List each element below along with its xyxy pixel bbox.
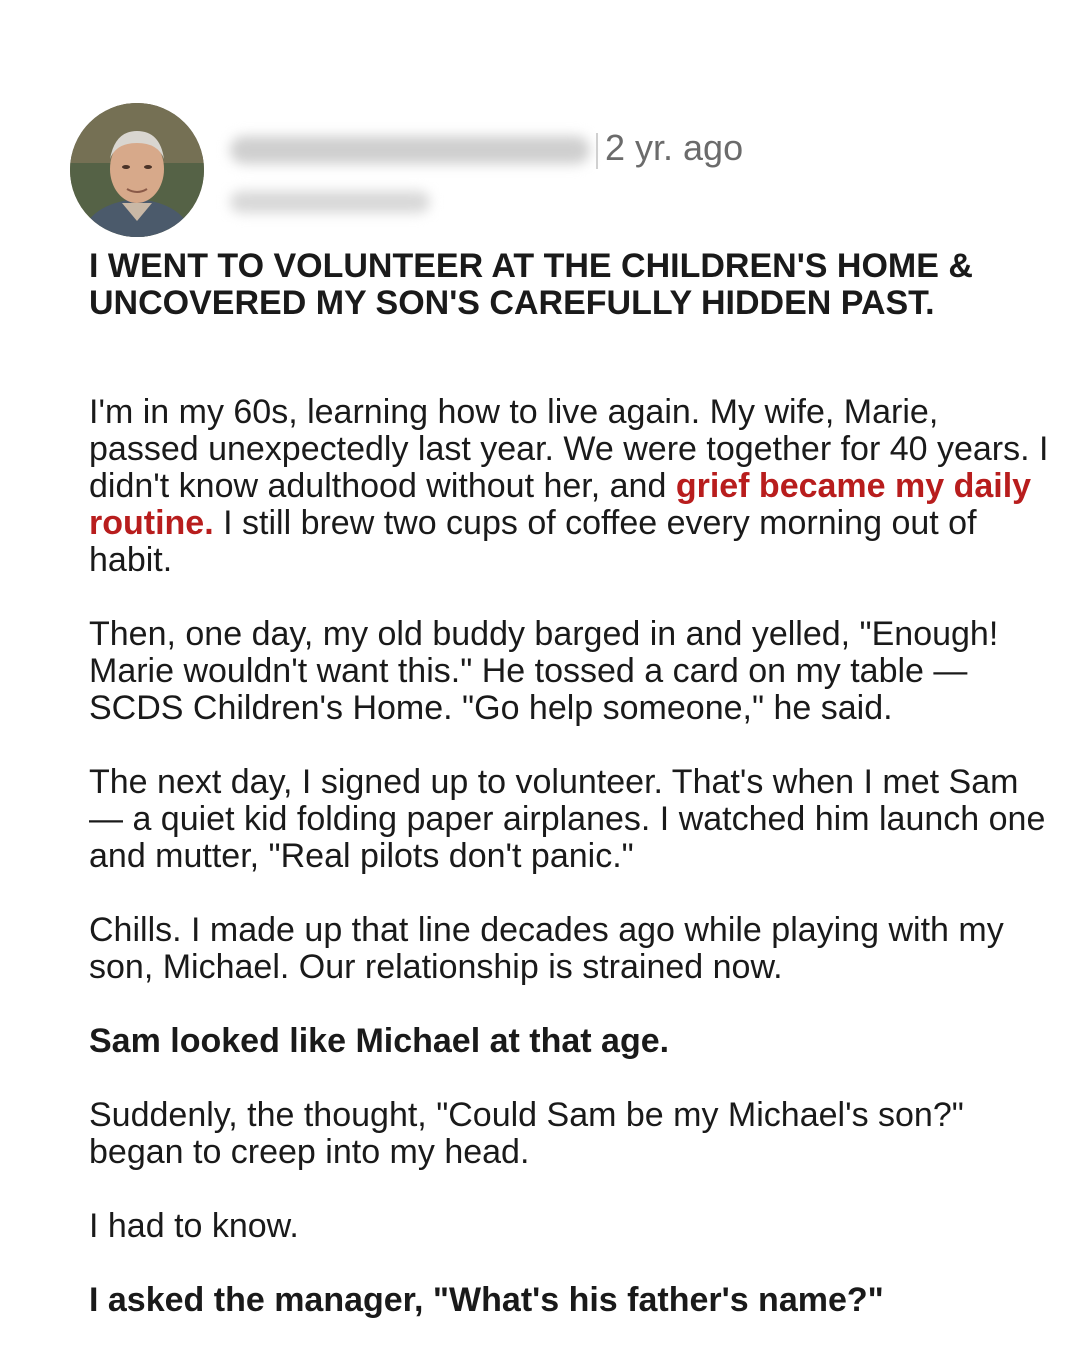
p1-text-a: I'm in my 60s, learning how to live again. My wife, Marie, passed unexpectedly last year. We were together for 40 years. I didn't know adulthood without her, and	[89, 393, 1049, 505]
paragraph-5-highlight: Sam looked like Michael at that age.	[89, 1022, 670, 1060]
paragraph-4: Chills. I made up that line decades ago while playing with my son, Michael. Our relationship is strained now.	[89, 911, 1004, 986]
avatar-portrait	[70, 103, 204, 237]
p1-highlight: grief became my daily routine.	[89, 467, 1032, 542]
post-time: 2 yr. ago	[605, 127, 744, 168]
author-blurred	[230, 191, 430, 213]
p1-text-b: I still brew two cups of coffee every morning out of habit.	[89, 504, 977, 579]
paragraph-2: Then, one day, my old buddy barged in and yelled, "Enough! Marie wouldn't want this." He tossed a card on my table — SCDS Children's Home. "Go help someone," he said.	[89, 615, 999, 727]
post-body	[89, 394, 1049, 1356]
paragraph-8: I asked the manager, "What's his father's name?"	[89, 1281, 884, 1319]
meta-divider	[596, 133, 598, 169]
paragraph-6: Suddenly, the thought, "Could Sam be my Michael's son?" began to creep into my head.	[89, 1096, 964, 1171]
paragraph-1	[89, 394, 1049, 579]
paragraph-7: I had to know.	[89, 1207, 299, 1245]
avatar[interactable]	[70, 103, 204, 237]
paragraph-3: The next day, I signed up to volunteer. That's when I met Sam — a quiet kid folding paper airplanes. I watched him launch one and mutter, "Real pilots don't panic."	[89, 763, 1046, 875]
post-header	[70, 103, 970, 243]
post-title: I WENT TO VOLUNTEER AT THE CHILDREN'S HOME & UNCOVERED MY SON'S CAREFULLY HIDDEN PAST.	[89, 247, 973, 322]
username-blurred[interactable]	[230, 136, 590, 164]
